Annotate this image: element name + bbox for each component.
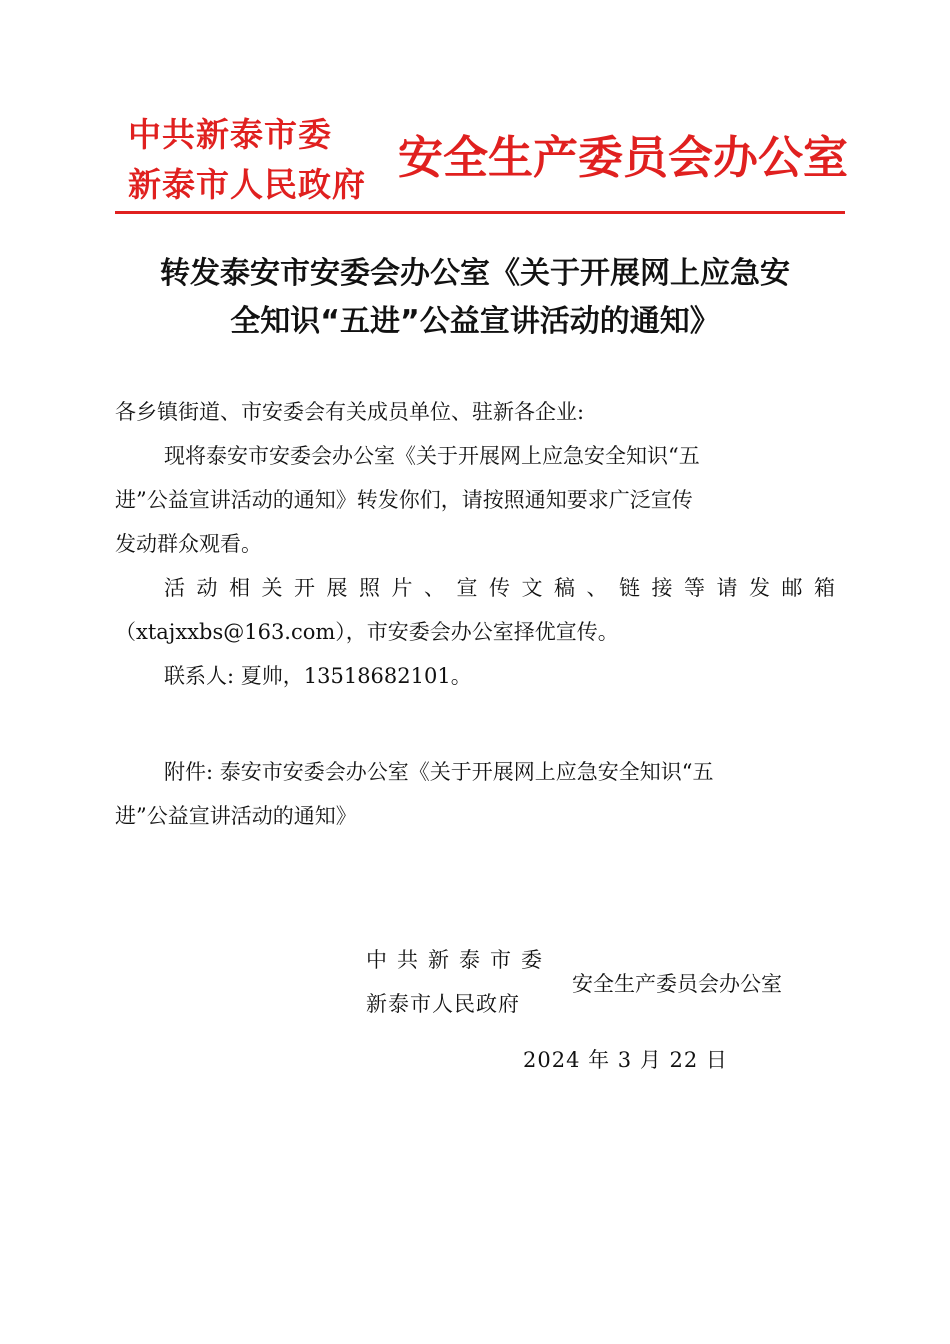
title-line1: 转发泰安市安委会办公室《关于开展网上应急安: [160, 256, 790, 291]
signature-org-line2: 新泰市人民政府: [366, 992, 520, 1016]
attachment-line2: 进”公益宣讲活动的通知》: [115, 804, 357, 828]
signature-office: 安全生产委员会办公室: [572, 972, 782, 996]
letterhead-orgs: [128, 110, 378, 210]
document-title: [100, 250, 850, 346]
document-body: [115, 390, 835, 698]
signature-org-line1: 中共新泰市委: [366, 948, 552, 972]
letterhead-red-rule: [115, 211, 845, 214]
attachment-line1: 附件: 泰安市安委会办公室《关于开展网上应急安全知识“五: [164, 760, 714, 784]
para1-line1: 现将泰安市安委会办公室《关于开展网上应急安全知识“五: [164, 444, 700, 468]
signature-orgs: [366, 938, 552, 1026]
para2-line2: （xtajxxbs@163.com），市安委会办公室择优宣传。: [115, 620, 619, 644]
contact-line: 联系人: 夏帅，13518682101。: [164, 664, 472, 688]
salutation: 各乡镇街道、市安委会有关成员单位、驻新各企业:: [115, 400, 585, 424]
signature-date: 2024 年 3 月 22 日: [523, 1048, 728, 1072]
letterhead-org-line1: 中共新泰市委: [128, 115, 332, 154]
title-line2: 全知识“五进”公益宣讲活动的通知》: [230, 304, 720, 339]
letterhead-org-line2: 新泰市人民政府: [128, 165, 366, 204]
para1-line3: 发动群众观看。: [115, 532, 262, 556]
para2-line1: 活动相关开展照片、宣传文稿、链接等请发邮箱: [164, 576, 835, 600]
attachment-block: [115, 750, 835, 838]
para1-line2: 进”公益宣讲活动的通知》转发你们，请按照通知要求广泛宣传: [115, 488, 693, 512]
letterhead-office: 安全生产委员会办公室: [398, 131, 849, 184]
